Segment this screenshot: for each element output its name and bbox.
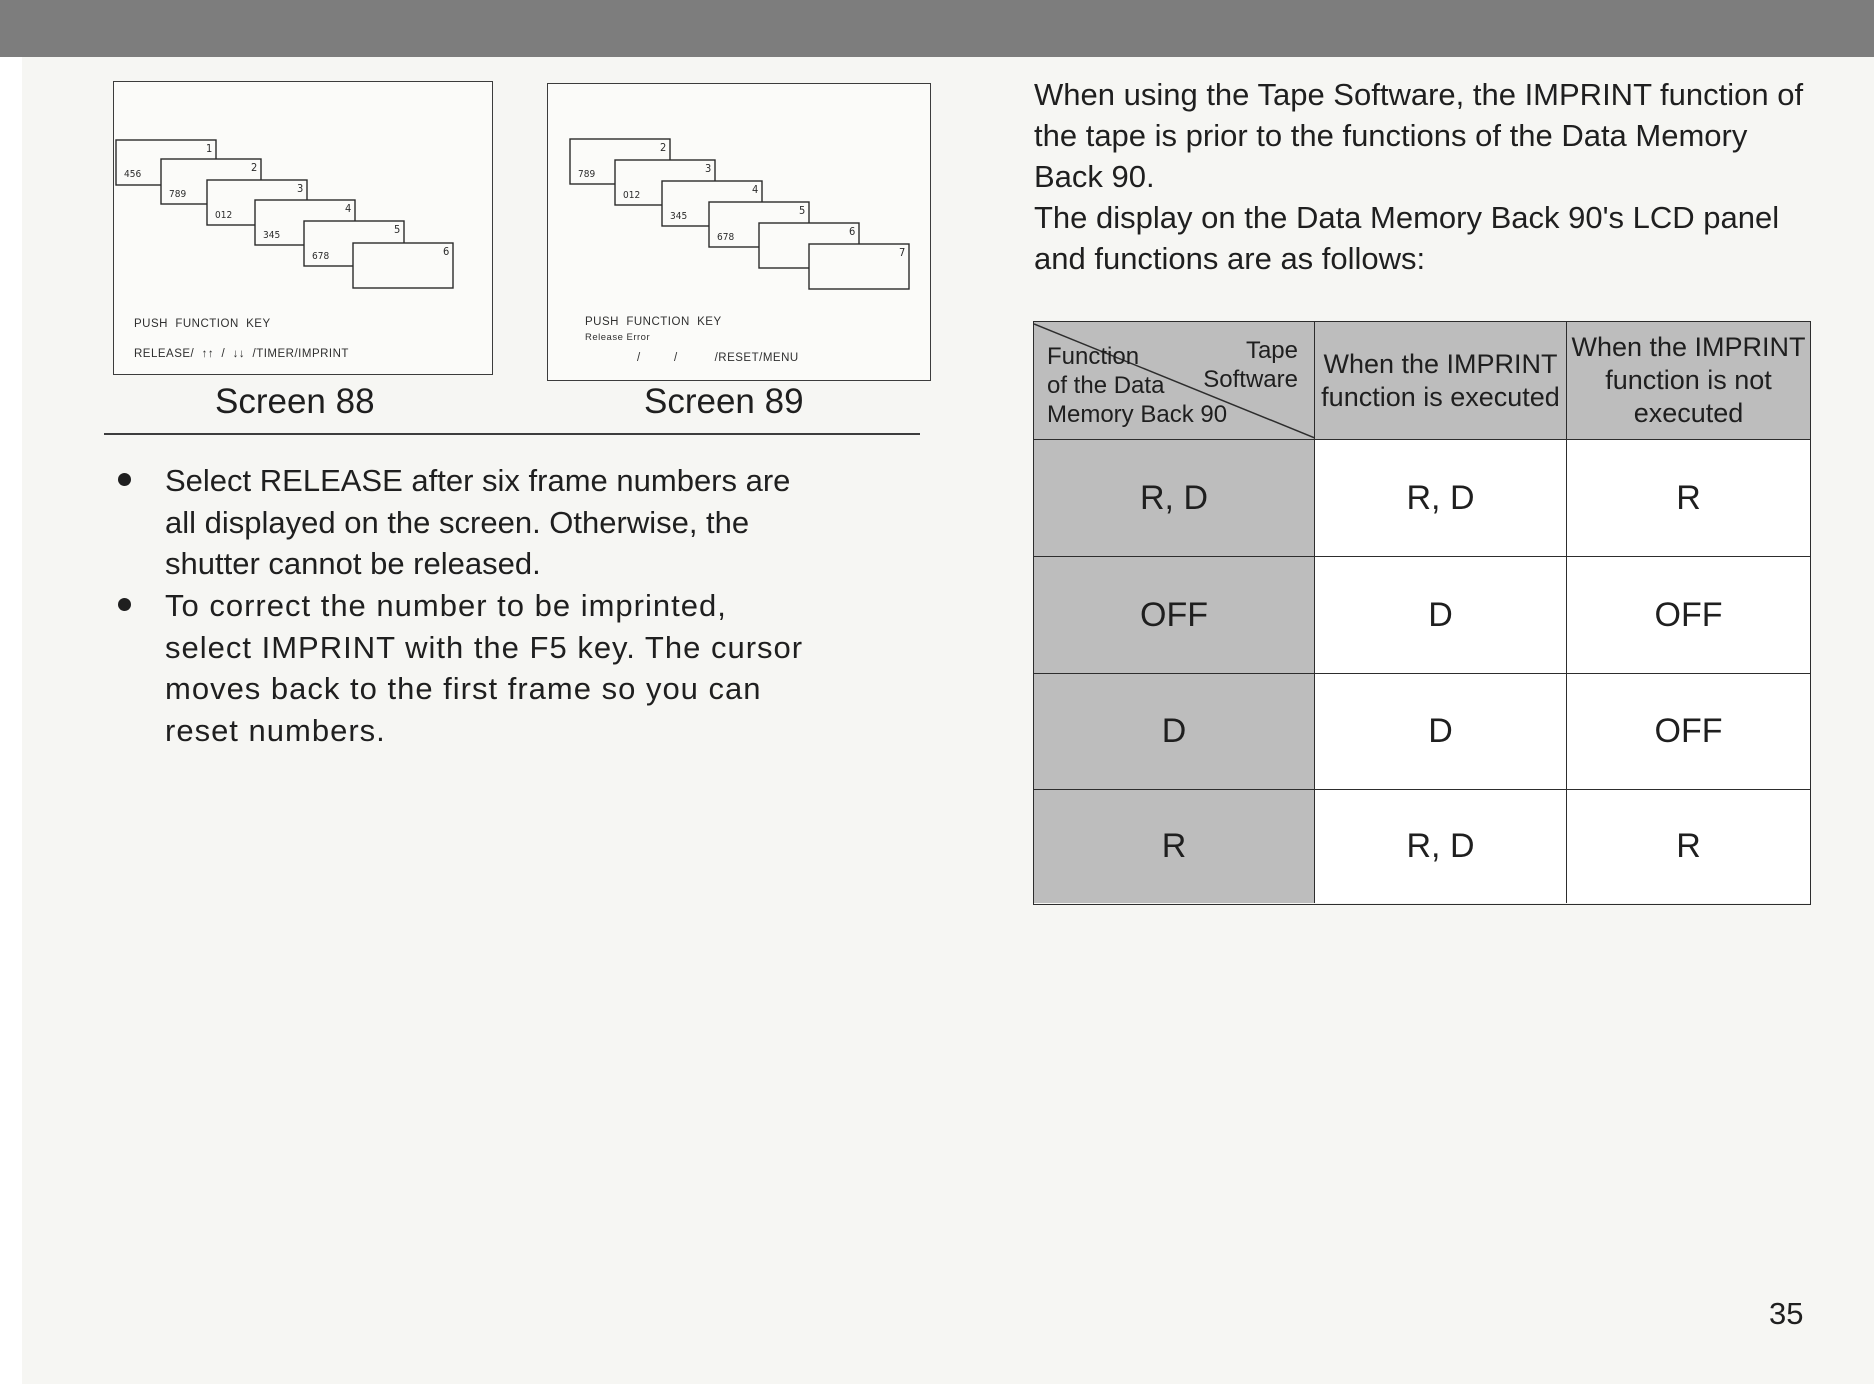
bullet-dot <box>118 598 131 611</box>
svg-text:345: 345 <box>263 230 281 241</box>
svg-text:2: 2 <box>251 161 258 174</box>
svg-text:6: 6 <box>849 225 856 238</box>
column-header-not-executed: When the IMPRINT function is not executed <box>1567 322 1810 440</box>
table-cell: R <box>1567 790 1810 903</box>
function-table <box>1033 321 1811 905</box>
svg-text:012: 012 <box>215 210 233 221</box>
table-cell: R, D <box>1315 790 1567 903</box>
svg-text:789: 789 <box>578 169 596 180</box>
screen-89-prompt: PUSH FUNCTION KEY <box>585 316 722 328</box>
screen-89-error: Release Error <box>585 332 651 343</box>
bullet-dot <box>118 473 131 486</box>
svg-text:4: 4 <box>345 202 352 215</box>
table-cell: OFF <box>1567 557 1810 674</box>
frame-7 <box>809 244 909 289</box>
screen-89-caption: Screen 89 <box>644 382 804 421</box>
bullet-item-correct-number: To correct the number to be imprinted, select IMPRINT with the F5 key. The cursor moves back to the first frame so you can reset numbers. <box>165 588 804 748</box>
svg-text:5: 5 <box>394 223 401 236</box>
screen-88-menu: RELEASE/ ↑↑ / ↓↓ /TIMER/IMPRINT <box>134 348 349 360</box>
screen-89-menu: / / /RESET/MENU <box>637 352 799 364</box>
svg-text:4: 4 <box>752 183 759 196</box>
top-band <box>0 0 1874 57</box>
intro-paragraph: When using the Tape Software, the IMPRINT function of the tape is prior to the functions of the Data Memory Back 90. <box>1034 77 1804 194</box>
intro-text <box>1034 74 1804 279</box>
table-cell: OFF <box>1567 674 1810 790</box>
frame-stack-diagram <box>114 82 492 374</box>
svg-text:1: 1 <box>206 142 213 155</box>
screen-88-prompt: PUSH FUNCTION KEY <box>134 318 271 330</box>
table-row-label: R <box>1034 790 1315 903</box>
table-cell: R <box>1567 440 1810 557</box>
table-cell: D <box>1315 674 1567 790</box>
table-corner-header <box>1034 322 1315 440</box>
svg-text:3: 3 <box>297 182 304 195</box>
svg-text:345: 345 <box>670 211 688 222</box>
svg-text:5: 5 <box>799 204 806 217</box>
table-row-label: OFF <box>1034 557 1315 674</box>
section-divider <box>104 433 920 435</box>
svg-text:012: 012 <box>623 190 641 201</box>
screen-88-caption: Screen 88 <box>215 382 375 421</box>
screen-89-display <box>547 83 931 381</box>
table-cell: D <box>1315 557 1567 674</box>
table-cell: R, D <box>1315 440 1567 557</box>
svg-text:2: 2 <box>660 141 667 154</box>
svg-text:456: 456 <box>124 169 142 180</box>
column-header-executed: When the IMPRINT function is executed <box>1315 322 1567 440</box>
screen-88-display <box>113 81 493 375</box>
page-number: 35 <box>1769 1296 1804 1331</box>
svg-text:678: 678 <box>312 251 330 262</box>
svg-text:3: 3 <box>705 162 712 175</box>
page-edge-strip <box>0 57 22 1384</box>
svg-text:6: 6 <box>443 245 450 258</box>
svg-text:7: 7 <box>899 246 906 259</box>
intro-paragraph: The display on the Data Memory Back 90's LCD panel and functions are as follows: <box>1034 200 1780 276</box>
corner-row-label: Function of the Data Memory Back 90 <box>1047 343 1228 428</box>
corner-column-label: Tape Software <box>1203 337 1298 393</box>
svg-text:789: 789 <box>169 189 187 200</box>
table-row-label: R, D <box>1034 440 1315 557</box>
svg-text:678: 678 <box>717 232 735 243</box>
table-row-label: D <box>1034 674 1315 790</box>
frame-6 <box>353 243 453 288</box>
bullet-item-release: Select RELEASE after six frame numbers are all displayed on the screen. Otherwise, the shutter cannot be released. <box>165 463 791 581</box>
